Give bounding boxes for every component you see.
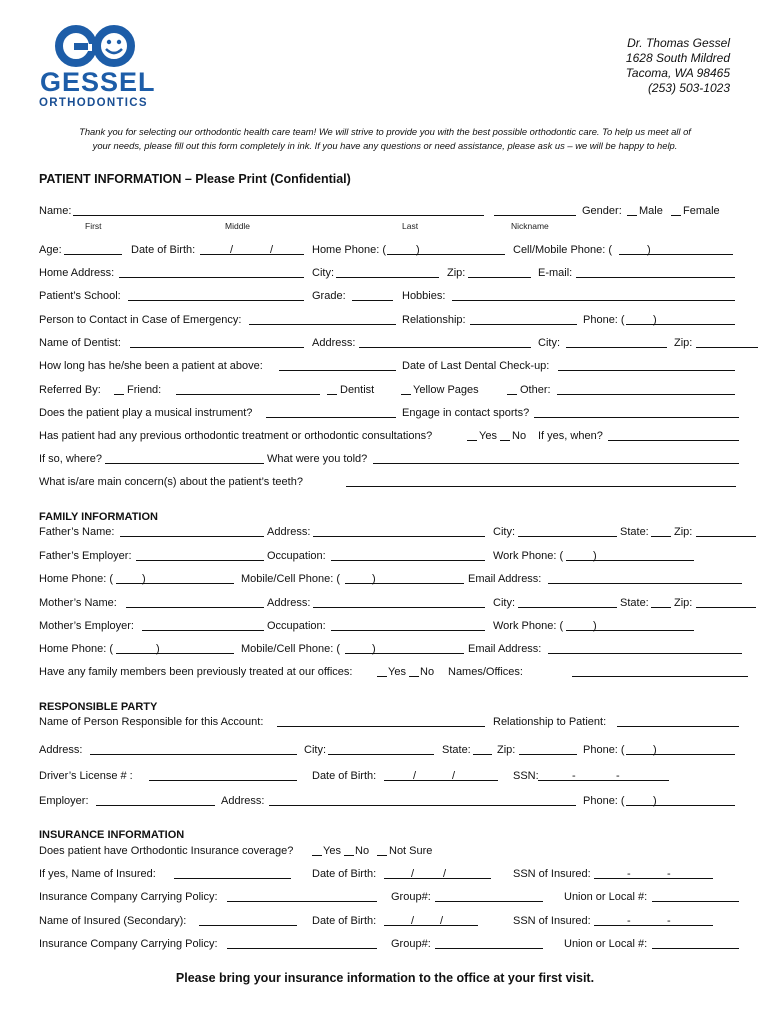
- last-checkup-field[interactable]: [558, 359, 735, 371]
- employer-phone-paren: ): [653, 795, 657, 807]
- concerns-label: What is/are main concern(s) about the patient’s teeth?: [39, 476, 303, 488]
- father-email-label: Email Address:: [468, 573, 542, 585]
- last-sublabel: Last: [402, 221, 419, 231]
- responsible-city-field[interactable]: [328, 743, 434, 755]
- father-home-phone-label: Home Phone: (: [39, 573, 113, 585]
- referred-other-blank[interactable]: [507, 383, 517, 395]
- zip-label: Zip:: [447, 267, 466, 279]
- mother-home-phone-paren: ): [156, 643, 160, 655]
- ssn-insured-field[interactable]: [594, 867, 713, 879]
- coverage-yes-blank[interactable]: [312, 844, 322, 856]
- secondary-union-field[interactable]: [652, 937, 739, 949]
- employer-label: Employer:: [39, 795, 89, 807]
- sports-field[interactable]: [534, 406, 739, 418]
- secondary-insured-field[interactable]: [199, 914, 297, 926]
- father-city-label: City:: [493, 526, 515, 538]
- mother-email-field[interactable]: [548, 642, 742, 654]
- doctor-city: Tacoma, WA 98465: [625, 66, 730, 80]
- referred-friend-label: Friend:: [127, 384, 162, 396]
- insured-dob-label: Date of Birth:: [312, 868, 377, 880]
- mother-work-phone-field[interactable]: [566, 619, 694, 631]
- ssn-label: SSN:: [513, 770, 539, 782]
- school-field[interactable]: [128, 289, 304, 301]
- referred-dentist-blank[interactable]: [327, 383, 337, 395]
- father-home-phone-field[interactable]: [116, 572, 234, 584]
- insured-name-field[interactable]: [174, 867, 291, 879]
- mother-occupation-label: Occupation:: [267, 620, 326, 632]
- dentist-field[interactable]: [130, 336, 304, 348]
- mother-city-field[interactable]: [518, 596, 617, 608]
- referred-label: Referred By:: [39, 384, 101, 396]
- secondary-ssn-field[interactable]: [594, 914, 713, 926]
- father-zip-field[interactable]: [696, 525, 756, 537]
- gessel-logo: [38, 22, 156, 112]
- last-checkup-label: Date of Last Dental Check-up:: [402, 360, 550, 372]
- father-city-field[interactable]: [518, 525, 617, 537]
- emergency-phone-paren: ): [653, 314, 657, 326]
- first-sublabel: First: [85, 221, 102, 231]
- emergency-phone-label: Phone: (: [583, 314, 625, 326]
- coverage-no-blank[interactable]: [344, 844, 354, 856]
- secondary-ssn-dash-1: -: [627, 915, 631, 927]
- name-field[interactable]: [73, 204, 484, 216]
- ssn-dash-1: -: [572, 770, 576, 782]
- father-name-field[interactable]: [120, 525, 264, 537]
- referred-other-label: Other:: [520, 384, 551, 396]
- musical-label: Does the patient play a musical instrument?: [39, 407, 253, 419]
- gender-female-blank[interactable]: [671, 204, 681, 216]
- father-mobile-field[interactable]: [345, 572, 464, 584]
- employer-phone-field[interactable]: [626, 794, 735, 806]
- previously-treated-no-blank[interactable]: [409, 665, 419, 677]
- if-so-where-label: If so, where?: [39, 453, 102, 465]
- father-address-field[interactable]: [313, 525, 485, 537]
- mother-city-label: City:: [493, 597, 515, 609]
- if-yes-when-label: If yes, when?: [538, 430, 603, 442]
- cell-phone-paren: ): [647, 244, 651, 256]
- sports-label: Engage in contact sports?: [402, 407, 530, 419]
- mother-work-phone-label: Work Phone: (: [493, 620, 564, 632]
- secondary-dob-label: Date of Birth:: [312, 915, 377, 927]
- dentist-zip-label: Zip:: [674, 337, 693, 349]
- name-label: Name:: [39, 205, 72, 217]
- mother-mobile-paren: ): [372, 643, 376, 655]
- responsible-dob-field[interactable]: [384, 769, 498, 781]
- gender-label: Gender:: [582, 205, 622, 217]
- license-label: Driver’s License # :: [39, 770, 133, 782]
- father-mobile-paren: ): [372, 573, 376, 585]
- home-phone-paren: ): [416, 244, 420, 256]
- referred-friend-field[interactable]: [176, 383, 320, 395]
- city-field[interactable]: [336, 266, 439, 278]
- dentist-zip-field[interactable]: [696, 336, 758, 348]
- secondary-group-label: Group#:: [391, 938, 431, 950]
- secondary-carrier-field[interactable]: [227, 937, 377, 949]
- zip-field[interactable]: [468, 266, 531, 278]
- how-long-label: How long has he/she been a patient at above:: [39, 360, 263, 372]
- secondary-insured-label: Name of Insured (Secondary):: [39, 915, 187, 927]
- responsible-zip-label: Zip:: [497, 744, 516, 756]
- carrier-label: Insurance Company Carrying Policy:: [39, 891, 218, 903]
- father-address-label: Address:: [267, 526, 311, 538]
- father-employer-label: Father’s Employer:: [39, 550, 132, 562]
- city-label: City:: [312, 267, 334, 279]
- father-state-label: State:: [620, 526, 649, 538]
- referred-yellow-pages-label: Yellow Pages: [413, 384, 479, 396]
- responsible-state-label: State:: [442, 744, 471, 756]
- previous-no-blank[interactable]: [500, 429, 510, 441]
- referred-friend-blank[interactable]: [114, 383, 124, 395]
- mother-zip-field[interactable]: [696, 596, 756, 608]
- father-name-label: Father’s Name:: [39, 526, 115, 538]
- patient-section-heading: PATIENT INFORMATION – Please Print (Confidential): [39, 172, 351, 186]
- father-occupation-field[interactable]: [331, 549, 485, 561]
- father-work-phone-paren: ): [593, 550, 597, 562]
- cell-phone-field[interactable]: [619, 243, 733, 255]
- responsible-relationship-field[interactable]: [617, 715, 739, 727]
- how-long-field[interactable]: [279, 359, 396, 371]
- mother-state-field[interactable]: [651, 596, 671, 608]
- referred-yellow-pages-blank[interactable]: [401, 383, 411, 395]
- doctor-name: Dr. Thomas Gessel: [627, 36, 730, 50]
- mother-work-phone-paren: ): [593, 620, 597, 632]
- father-work-phone-label: Work Phone: (: [493, 550, 564, 562]
- age-field[interactable]: [64, 243, 122, 255]
- license-field[interactable]: [149, 769, 297, 781]
- father-employer-field[interactable]: [136, 549, 264, 561]
- father-zip-label: Zip:: [674, 526, 693, 538]
- responsible-dob-label: Date of Birth:: [312, 770, 377, 782]
- responsible-state-field[interactable]: [473, 743, 492, 755]
- age-label: Age:: [39, 244, 62, 256]
- gender-female-label: Female: [683, 205, 720, 217]
- footer-note: Please bring your insurance information to the office at your first visit.: [175, 971, 595, 985]
- secondary-dob-slash-2: /: [440, 915, 444, 927]
- cell-phone-label: Cell/Mobile Phone: (: [513, 244, 613, 256]
- group-label: Group#:: [391, 891, 431, 903]
- previously-treated-yes-blank[interactable]: [377, 665, 387, 677]
- dob-slash-1: /: [230, 244, 234, 256]
- responsible-relationship-label: Relationship to Patient:: [493, 716, 607, 728]
- dob-label: Date of Birth:: [131, 244, 196, 256]
- secondary-dob-field[interactable]: [384, 914, 478, 926]
- relationship-label: Relationship:: [402, 314, 466, 326]
- previously-treated-label: Have any family members been previously treated at our offices:: [39, 666, 353, 678]
- previously-treated-yes-label: Yes: [388, 666, 406, 678]
- nickname-field[interactable]: [494, 204, 576, 216]
- family-section-heading: FAMILY INFORMATION: [39, 511, 158, 523]
- what-told-field[interactable]: [373, 452, 739, 464]
- coverage-yes-label: Yes: [323, 845, 341, 857]
- home-address-field[interactable]: [119, 266, 304, 278]
- names-offices-field[interactable]: [572, 665, 748, 677]
- mother-employer-field[interactable]: [142, 619, 264, 631]
- insured-dob-slash-2: /: [443, 868, 447, 880]
- hobbies-field[interactable]: [452, 289, 735, 301]
- father-work-phone-field[interactable]: [566, 549, 694, 561]
- responsible-person-field[interactable]: [277, 715, 485, 727]
- dentist-address-label: Address:: [312, 337, 356, 349]
- emergency-label: Person to Contact in Case of Emergency:: [39, 314, 242, 326]
- nickname-sublabel: Nickname: [511, 221, 549, 231]
- coverage-label: Does patient have Orthodontic Insurance coverage?: [39, 845, 294, 857]
- if-so-where-field[interactable]: [105, 452, 264, 464]
- mother-email-label: Email Address:: [468, 643, 542, 655]
- mother-state-label: State:: [620, 597, 649, 609]
- coverage-no-label: No: [355, 845, 370, 857]
- union-field[interactable]: [652, 890, 739, 902]
- secondary-dob-slash-1: /: [411, 915, 415, 927]
- employer-field[interactable]: [96, 794, 215, 806]
- responsible-address-label: Address:: [39, 744, 83, 756]
- what-told-label: What were you told?: [267, 453, 368, 465]
- concerns-field[interactable]: [346, 475, 736, 487]
- mother-address-field[interactable]: [313, 596, 485, 608]
- employer-phone-label: Phone: (: [583, 795, 625, 807]
- referred-dentist-label: Dentist: [340, 384, 375, 396]
- responsible-phone-paren: ): [653, 744, 657, 756]
- intro-line-2: your needs, please fill out this form completely in ink. If you have any questions or need assistance, please ask us – we will be happy to help.: [92, 140, 678, 151]
- responsible-person-label: Name of Person Responsible for this Account:: [39, 716, 264, 728]
- mother-zip-label: Zip:: [674, 597, 693, 609]
- dentist-city-field[interactable]: [566, 336, 667, 348]
- mother-mobile-label: Mobile/Cell Phone: (: [241, 643, 341, 655]
- ssn-insured-dash-2: -: [667, 868, 671, 880]
- insured-name-label: If yes, Name of Insured:: [39, 868, 156, 880]
- doctor-phone: (253) 503-1023: [647, 81, 730, 95]
- dob-field[interactable]: [200, 243, 304, 255]
- employer-address-label: Address:: [221, 795, 265, 807]
- responsible-dob-slash-2: /: [452, 770, 456, 782]
- referred-other-field[interactable]: [557, 383, 735, 395]
- home-phone-field[interactable]: [387, 243, 505, 255]
- musical-field[interactable]: [266, 406, 396, 418]
- father-state-field[interactable]: [651, 525, 671, 537]
- grade-field[interactable]: [352, 289, 393, 301]
- responsible-city-label: City:: [304, 744, 326, 756]
- ssn-insured-label: SSN of Insured:: [513, 868, 591, 880]
- brand-subtitle: ORTHODONTICS: [39, 97, 148, 109]
- dentist-label: Name of Dentist:: [39, 337, 121, 349]
- email-field[interactable]: [576, 266, 735, 278]
- mother-employer-label: Mother’s Employer:: [39, 620, 134, 632]
- email-label: E-mail:: [538, 267, 573, 279]
- names-offices-label: Names/Offices:: [448, 666, 523, 678]
- emergency-field[interactable]: [249, 313, 396, 325]
- insured-dob-field[interactable]: [384, 867, 491, 879]
- brand-name: GESSEL: [40, 67, 156, 97]
- carrier-field[interactable]: [227, 890, 377, 902]
- dentist-city-label: City:: [538, 337, 560, 349]
- grade-label: Grade:: [312, 290, 346, 302]
- secondary-group-field[interactable]: [435, 937, 543, 949]
- group-field[interactable]: [435, 890, 543, 902]
- insured-dob-slash-1: /: [411, 868, 415, 880]
- mother-home-phone-field[interactable]: [116, 642, 234, 654]
- gender-male-label: Male: [639, 205, 663, 217]
- previous-yes-label: Yes: [479, 430, 497, 442]
- ssn-insured-dash-1: -: [627, 868, 631, 880]
- secondary-ssn-dash-2: -: [667, 915, 671, 927]
- doctor-address-block: [626, 36, 730, 96]
- responsible-dob-slash-1: /: [413, 770, 417, 782]
- mother-name-label: Mother’s Name:: [39, 597, 117, 609]
- father-email-field[interactable]: [548, 572, 742, 584]
- home-address-label: Home Address:: [39, 267, 115, 279]
- secondary-ssn-label: SSN of Insured:: [513, 915, 591, 927]
- employer-address-field[interactable]: [269, 794, 576, 806]
- responsible-phone-field[interactable]: [626, 743, 735, 755]
- if-yes-when-field[interactable]: [608, 429, 739, 441]
- union-label: Union or Local #:: [564, 891, 648, 903]
- coverage-not-sure-label: Not Sure: [389, 845, 433, 857]
- previously-treated-no-label: No: [420, 666, 435, 678]
- dob-slash-2: /: [270, 244, 274, 256]
- previous-treatment-label: Has patient had any previous orthodontic treatment or orthodontic consultations?: [39, 430, 433, 442]
- father-mobile-label: Mobile/Cell Phone: (: [241, 573, 341, 585]
- secondary-carrier-label: Insurance Company Carrying Policy:: [39, 938, 218, 950]
- gender-male-blank[interactable]: [627, 204, 637, 216]
- responsible-section-heading: RESPONSIBLE PARTY: [39, 701, 158, 713]
- responsible-zip-field[interactable]: [519, 743, 577, 755]
- ssn-dash-2: -: [616, 770, 620, 782]
- hobbies-label: Hobbies:: [402, 290, 446, 302]
- mother-home-phone-label: Home Phone: (: [39, 643, 113, 655]
- mother-occupation-field[interactable]: [331, 619, 485, 631]
- responsible-phone-label: Phone: (: [583, 744, 625, 756]
- insurance-section-heading: INSURANCE INFORMATION: [39, 829, 185, 841]
- dentist-address-field[interactable]: [359, 336, 531, 348]
- father-home-phone-paren: ): [142, 573, 146, 585]
- intro-line-1: Thank you for selecting our orthodontic health care team! We will strive to provide you with the best possible orthodontic care. To help us meet all of: [79, 126, 691, 137]
- emergency-phone-field[interactable]: [626, 313, 735, 325]
- home-phone-label: Home Phone: (: [312, 244, 386, 256]
- mother-mobile-field[interactable]: [345, 642, 464, 654]
- father-occupation-label: Occupation:: [267, 550, 326, 562]
- responsible-address-field[interactable]: [90, 743, 297, 755]
- school-label: Patient’s School:: [39, 290, 121, 302]
- mother-address-label: Address:: [267, 597, 311, 609]
- doctor-street: 1628 South Mildred: [625, 51, 730, 65]
- secondary-union-label: Union or Local #:: [564, 938, 648, 950]
- previous-yes-blank[interactable]: [467, 429, 477, 441]
- mother-name-field[interactable]: [126, 596, 264, 608]
- coverage-not-sure-blank[interactable]: [377, 844, 387, 856]
- ssn-field[interactable]: [538, 769, 669, 781]
- relationship-field[interactable]: [470, 313, 577, 325]
- previous-no-label: No: [512, 430, 527, 442]
- middle-sublabel: Middle: [225, 221, 251, 231]
